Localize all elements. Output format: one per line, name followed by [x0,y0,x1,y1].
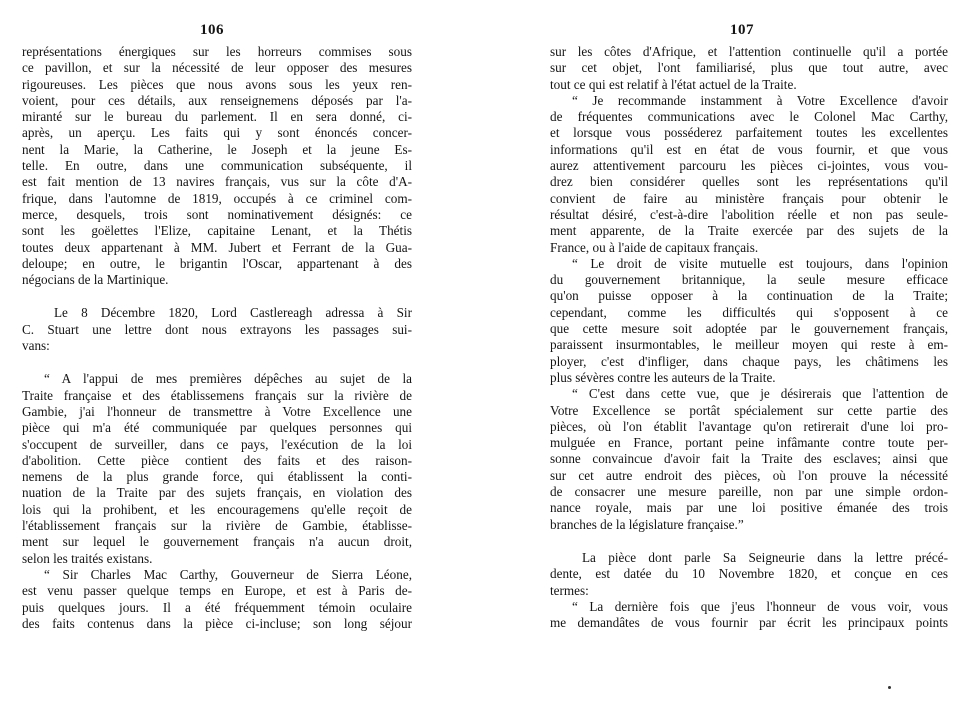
paragraph-right-5 [550,550,948,599]
paragraph-left-2 [22,305,412,354]
text-line: qu'on puisse opposer à la continuation de la Traite; [550,288,948,304]
text-line: Traite française et des établissemens français sur la rivière de [22,387,412,403]
text-line: frique, dans l'automne de 1819, occupés à ce criminel com- [22,190,412,206]
text-line: de fréquentes communications avec le Colonel Mac Carthy, [550,109,948,125]
text-line: sur cet objet, l'ont familiarisé, plus que tout autre, avec [550,60,948,76]
page-number-right: 107 [730,22,754,38]
text-line: que cette mesure soit adoptée par le gouvernement français, [550,321,948,337]
text-line: nemens de la plus grande force, qui établissent la conti- [22,469,412,485]
text-line: Le 8 Décembre 1820, Lord Castlereagh adressa à Sir [54,305,412,321]
paragraph-left-4 [22,567,412,632]
text-line: selon les traités existans. [22,550,153,566]
left-page-text [22,44,412,632]
text-line: est fait mention de 13 navires français, vus sur la côte d'A- [22,174,412,190]
text-line: s'occupent de surveiller, dans ce pays, l'exécution de la loi [22,436,412,452]
text-line: ment apparente, de la Traite exercée par des sujets de la [550,223,948,239]
text-line: “ A l'appui de mes premières dépêches au sujet de la [44,371,412,387]
text-line: du gouvernement britannique, la seule mesure efficace [550,272,948,288]
text-line: Gambie, j'ai l'honneur de transmettre à Votre Excellence une [22,403,412,419]
paragraph-left-3 [22,371,412,567]
text-line: rigoureuses. Les pièces que nous avons sous les yeux ren- [22,76,412,92]
text-line: de consacrer une mesure pareille, non par une simple ordon- [550,484,948,500]
text-line: France, ou à l'aide de capitaux français. [550,239,759,255]
text-line: ment sur lequel le gouvernement français n'a aucun droit, [22,534,412,550]
text-line: drez bien considérer quelles sont les représentations qu'il [550,174,948,190]
text-line: l'établissement français sur la rivière de Gambie, établisse- [22,518,412,534]
text-line: telle. En outre, dans une communication subséquente, il [22,158,412,174]
text-line: pièces, où l'on établit l'avantage qu'on retirerait d'une loi pro- [550,418,948,434]
text-line: sur les côtes d'Afrique, et l'attention continuelle qu'il a portée [550,44,948,59]
text-line: lois qui la prohibent, et les encouragemens qu'elle reçoit de [22,501,412,517]
text-line: merce, desquels, trois sont nominativement désignés: ce [22,206,412,222]
text-line: négocians de la Martinique. [22,272,169,288]
page-number-left: 106 [200,22,224,38]
right-page [490,0,980,711]
paragraph-right-2 [550,93,948,256]
text-line: “ C'est dans cette vue, que je désirerais que l'attention de [572,386,948,402]
paragraph-gap [550,533,948,550]
text-line: informations qu'il est en état de vous fournir, et que vous [550,141,948,157]
text-line: termes: [550,582,589,598]
text-line: dente, est datée du 10 Novembre 1820, et conçue en ces [550,566,948,582]
text-line: résultat désiré, c'est-à-dire l'abolition réelle et non pas seule- [550,206,948,222]
paragraph-right-1 [550,44,948,93]
text-line: sonne convaincue d'avoir fait la Traite des esclaves; ainsi que [550,451,948,467]
text-line: sur cet autre endroit des pièces, où l'on prouve la nécessité [550,467,948,483]
text-line: aurez attentivement parcouru les pièces ci-jointes, vous vou- [550,158,948,174]
text-line: nuation de la Traite par des sujets français, en violation des [22,485,412,501]
text-line: représentations énergiques sur les horreurs commises sous [22,44,412,59]
text-line: plus sévères contre les auteurs de la Traite. [550,369,776,385]
text-line: est venu passer quelque temps en Europe, et est à Paris de- [22,583,412,599]
text-line: me demandâtes de vous fournir par écrit les principaux points [550,615,948,631]
paragraph-gap [22,354,412,371]
text-line: ployer, c'est d'infliger, dans chaque pays, les châtimens les [550,353,948,369]
paragraph-right-6 [550,599,948,632]
text-line: C. Stuart une lettre dont nous extrayons les passages sui- [22,321,412,337]
text-line: nance royale, mais par une loi positive émanée des trois [550,500,948,516]
text-line: voient, pour ces détails, aux renseignemens déposés par l'a- [22,92,412,108]
paragraph-right-3 [550,256,948,386]
text-line: Votre Excellence se portât spécialement sur cette partie des [550,402,948,418]
paragraph-gap [22,288,412,305]
text-line: paraissent insurmontables, le meilleur moyen qui reste à em- [550,337,948,353]
text-line: puis quelques jours. Il a été fréquemment témoin oculaire [22,599,412,615]
text-line: cependant, comme les difficultés qui s'opposent à ce [550,304,948,320]
text-line: “ Le droit de visite mutuelle est toujours, dans l'opinion [572,255,948,271]
right-page-text [550,44,948,631]
text-line: “ La dernière fois que j'eus l'honneur de vous voir, vous [572,598,948,614]
text-line: sont les goëlettes l'Elize, capitaine Lenant, et la Thétis [22,223,412,239]
ink-speck [888,686,891,689]
text-line: pièce qui m'a été communiquée par quelques personnes qui [22,420,412,436]
text-line: toutes deux appartenant à MM. Jubert et Ferrant de la Gua- [22,239,412,255]
text-line: mulguée en France, portant peine infâmante contre toute per- [550,435,948,451]
text-line: “ Je recommande instamment à Votre Excellence d'avoir [572,92,948,108]
paragraph-right-4 [550,386,948,533]
text-line: deloupe; en outre, le brigantin l'Oscar, appartenant à des [22,255,412,271]
text-line: branches de la législature française.” [550,516,744,532]
text-line: nent la Marie, la Catherine, le Joseph et la jeune Es- [22,141,412,157]
text-line: “ Sir Charles Mac Carthy, Gouverneur de Sierra Léone, [44,566,412,582]
text-line: des faits contenus dans la pièce ci-incluse; son long séjour [22,615,412,631]
text-line: convient de faire au ministère français pour obtenir le [550,190,948,206]
paragraph-left-1 [22,44,412,288]
text-line: et lorsque vous posséderez parfaitement toutes les excellentes [550,125,948,141]
text-line: après, un aperçu. Les faits qui y sont énoncés concer- [22,125,412,141]
text-line: ce pavillon, et sur la nécessité de leur opposer des mesures [22,60,412,76]
text-line: vans: [22,338,50,354]
text-line: d'abolition. Cette pièce contient des faits et des raison- [22,452,412,468]
text-line: La pièce dont parle Sa Seigneurie dans la lettre précé- [582,549,948,565]
text-line: miranté sur le bureau du parlement. Il en sera donné, ci- [22,109,412,125]
text-line: tout ce qui est relatif à l'état actuel de la Traite. [550,76,797,92]
